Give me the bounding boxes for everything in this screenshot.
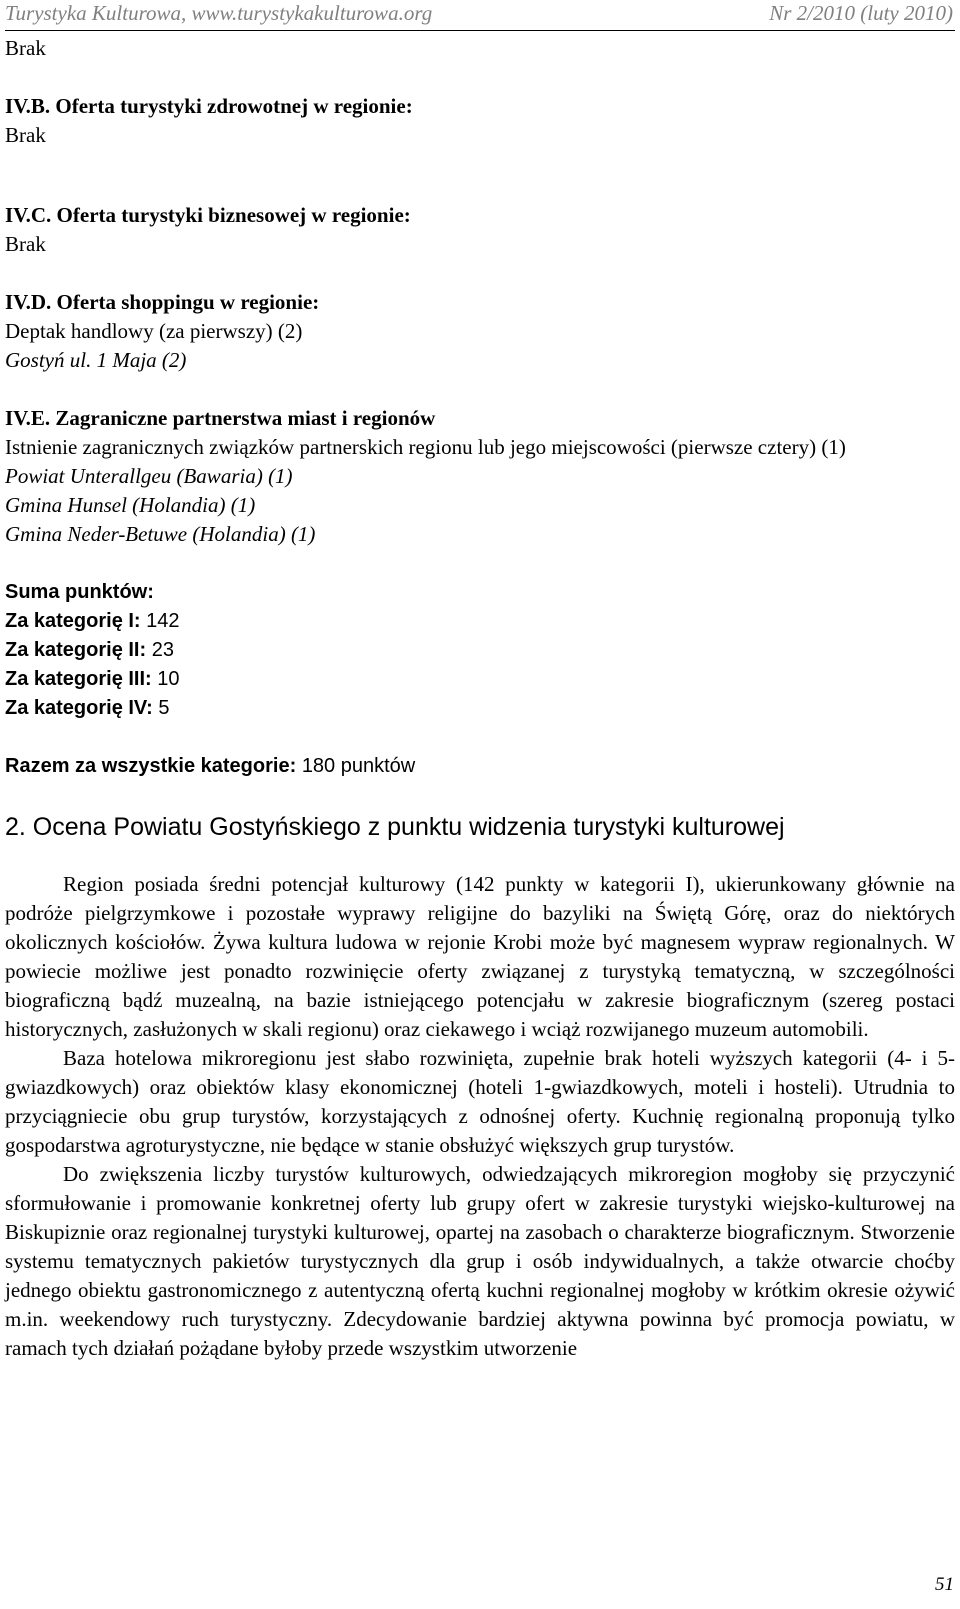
ive-item: Gmina Neder-Betuwe (Holandia) (1) [5,522,316,546]
score-row: Za kategorię III: 10 [5,668,180,690]
section-heading-ivd: IV.D. Oferta shoppingu w regionie: [5,290,320,314]
body-text [5,870,955,1363]
score-row: Za kategorię IV: 5 [5,697,170,719]
issue-number: Nr 2/2010 (luty 2010) [769,1,953,25]
paragraph: Region posiada średni potencjał kulturowy (142 punkty w kategorii I), ukierunkowany głównie na podróże pielgrzymkowe i pozostałe wyprawy religijne do bazyliki na Świętą Górę, oraz do niektórych okolicznych kościołów. Żywa kultura ludowa w rejonie Krobi może być magnesem wypraw regionalnych. W powiecie możliwe jest ponadto rozwinięcie oferty związanej z turystyką tematyczną, w szczególności biograficzną bądź muzealną, na bazie istniejącego potencjału w zakresie biograficznym (szereg postaci historycznych, zasłużonych w skali regionu) oraz ciekawego i wciąż rozwijanego muzeum automobili. [5,872,955,1041]
section-heading-ivb: IV.B. Oferta turystyki zdrowotnej w regionie: [5,94,413,118]
ive-description: Istnienie zagranicznych związków partnerskich regionu lub jego miejscowości (pierwsze cztery) (1) [5,435,846,459]
paragraph: Do zwiększenia liczby turystów kulturowych, odwiedzających mikroregion mogłoby się przyczynić sformułowanie i promowanie konkretnej oferty lub grupy ofert w zakresie turystyki wiejsko-kulturowej na Biskupiznie oraz regionalnej turystyki kulturowej, opartej na zasobach o charakterze biograficznym. Stworzenie systemu tematycznych pakietów turystycznych dla grup i osób indywidualnych, a także otwarcie choćby jednego obiektu gastronomicznego z autentyczną ofertą kuchni regionalnej mogłoby w krótkim okresie ożywić m.in. weekendowy ruch turystyczny. Zdecydowanie bardziej aktywna powinna być promocja powiatu, w ramach tych działań pożądane byłoby przede wszystkim utworzenie [5,1162,955,1360]
score-total: Razem za wszystkie kategorie: 180 punktów [5,755,416,777]
brak-text: Brak [5,36,46,60]
ivd-item: Deptak handlowy (za pierwszy) (2) [5,319,303,343]
ive-item: Gmina Hunsel (Holandia) (1) [5,493,256,517]
score-title: Suma punktów: [5,581,154,603]
journal-title: Turystyka Kulturowa, www.turystykakulturowa.org [5,1,433,25]
paragraph: Baza hotelowa mikroregionu jest słabo rozwinięta, zupełnie brak hoteli wyższych kategorii (4- i 5- gwiazdkowych) oraz obiektów klasy ekonomicznej (hoteli 1-gwiazdkowych, moteli i hosteli). Utrudnia to przyciągniecie obu grup turystów, korzystających z odnośnej oferty. Kuchnię regionalną proponują tylko gospodarstwa agroturystyczne, nie będące w stanie obsłużyć większych grup turystów. [5,1046,955,1157]
section-heading-ivc: IV.C. Oferta turystyki biznesowej w regionie: [5,203,411,227]
section-heading-ive: IV.E. Zagraniczne partnerstwa miast i regionów [5,406,436,430]
ivd-item: Gostyń ul. 1 Maja (2) [5,348,187,372]
score-row: Za kategorię I: 142 [5,610,180,632]
ivc-value: Brak [5,232,46,256]
page-content [5,34,955,1363]
score-summary [5,578,955,781]
ive-item: Powiat Unterallgeu (Bawaria) (1) [5,464,293,488]
ivb-value: Brak [5,123,46,147]
section-title: 2. Ocena Powiatu Gostyńskiego z punktu widzenia turystyki kulturowej [5,813,785,841]
page-header [5,0,955,31]
page-number: 51 [935,1574,954,1595]
score-row: Za kategorię II: 23 [5,639,174,661]
